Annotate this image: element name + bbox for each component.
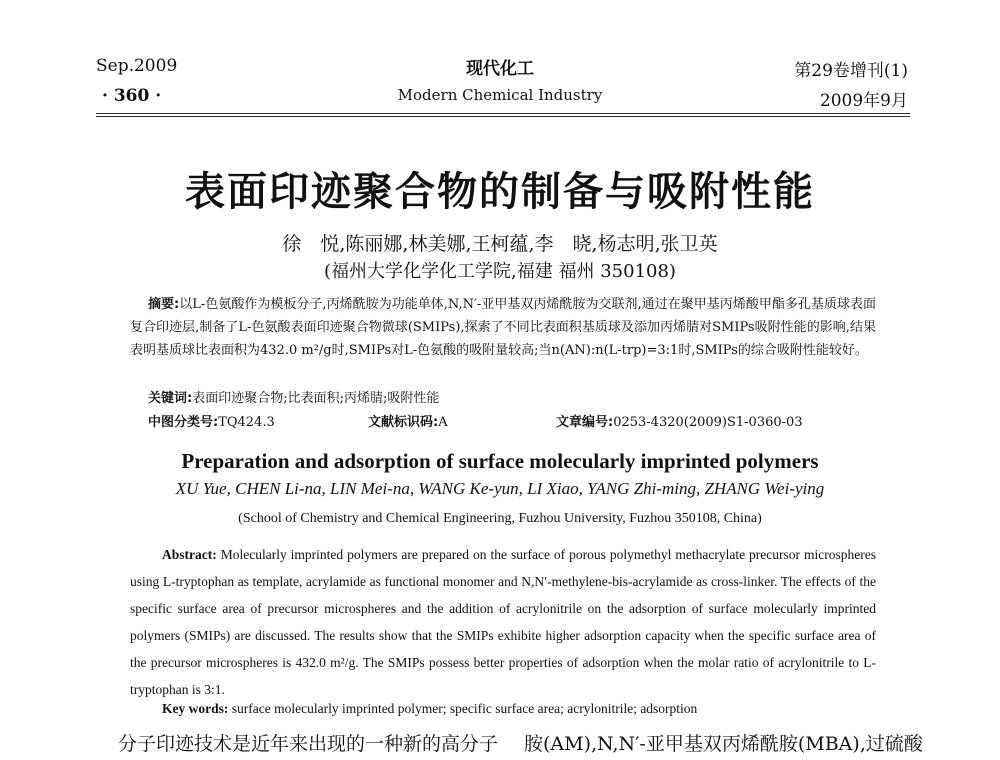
clc-value: TQ424.3 bbox=[218, 415, 275, 430]
authors-en: XU Yue, CHEN Li-na, LIN Mei-na, WANG Ke-yun, LI Xiao, YANG Zhi-ming, ZHANG Wei-ying bbox=[175, 479, 825, 498]
header-date-left: Sep.2009 bbox=[96, 56, 178, 76]
clc-label: 中图分类号: bbox=[148, 415, 219, 430]
keywords-en-label: Key words: bbox=[162, 701, 229, 716]
keywords-cn bbox=[148, 387, 439, 406]
authors-cn: 徐 悦,陈丽娜,林美娜,王柯蕴,李 晓,杨志明,张卫英 bbox=[282, 233, 718, 255]
paper-title-cn: 表面印迹聚合物的制备与吸附性能 bbox=[185, 169, 815, 215]
header-page-number: · 360 · bbox=[102, 86, 162, 106]
header-rule bbox=[96, 113, 910, 114]
abstract-en bbox=[130, 541, 876, 703]
article-number-value: 0253-4320(2009)S1-0360-03 bbox=[613, 415, 803, 430]
header-volume: 第29卷增刊(1) bbox=[794, 61, 908, 81]
keywords-cn-text: 表面印迹聚合物;比表面积;丙烯腈;吸附性能 bbox=[192, 391, 440, 406]
article-number-label: 文章编号: bbox=[556, 415, 614, 430]
doc-code-value: A bbox=[438, 415, 448, 430]
abstract-en-label: Abstract: bbox=[162, 547, 217, 562]
header-rule-double bbox=[96, 116, 910, 117]
keywords-en bbox=[162, 701, 697, 717]
header-journal-cn: 现代化工 bbox=[466, 59, 534, 79]
header-date-right: 2009年9月 bbox=[819, 91, 908, 111]
paper-title-en: Preparation and adsorption of surface molecularly imprinted polymers bbox=[181, 449, 819, 473]
keywords-cn-label: 关键词: bbox=[148, 391, 193, 406]
body-right-column: 胺(AM),N,N′-亚甲基双丙烯酰胺(MBA),过硫酸 bbox=[524, 733, 923, 755]
header-journal-en: Modern Chemical Industry bbox=[397, 86, 603, 104]
article-number bbox=[556, 411, 803, 430]
clc-number bbox=[148, 411, 275, 430]
abstract-cn bbox=[130, 293, 876, 362]
doc-code-label: 文献标识码: bbox=[368, 415, 439, 430]
document-code bbox=[368, 411, 448, 430]
abstract-cn-text: 以L-色氨酸作为模板分子,丙烯酰胺为功能单体,N,N′-亚甲基双丙烯酰胺为交联剂,通过在聚甲基丙烯酸甲酯多孔基质球表面复合印迹层,制备了L-色氨酸表面印迹聚合物微球(SMIPs),探索了不同比表面积基质球及添加丙烯腈对SMIPs吸附性能的影响,结果表明基质球比表面积为432.0 m²/g时,SMIPs对L-色氨酸的吸附量较高;当n(AN):n(L-trp)=3:1时,SMIPs的综合吸附性能较好。 bbox=[130, 297, 876, 358]
affiliation-en: (School of Chemistry and Chemical Engineering, Fuzhou University, Fuzhou 350108, China) bbox=[238, 511, 762, 526]
abstract-en-text: Molecularly imprinted polymers are prepared on the surface of porous polymethyl methacrylate precursor microspheres using L-tryptophan as template, acrylamide as functional monomer and N,N′-methylene-bis-acrylamide as cross-linker. The effects of the specific surface area of precursor microspheres and the addition of acrylonitrile on the adsorption of surface molecularly imprinted polymers (SMIPs) are discussed. The results show that the SMIPs exhibite higher adsorption capacity when the specific surface area of the precursor microspheres is 432.0 m²/g. The SMIPs possess better properties of adsorption when the molar ratio of acrylonitrile to L-tryptophan is 3:1. bbox=[130, 547, 876, 697]
abstract-cn-label: 摘要: bbox=[148, 297, 180, 312]
body-left-column: 分子印迹技术是近年来出现的一种新的高分子 bbox=[118, 733, 499, 755]
keywords-en-text: surface molecularly imprinted polymer; specific surface area; acrylonitrile; adsorption bbox=[231, 701, 698, 716]
affiliation-cn: (福州大学化学化工学院,福建 福州 350108) bbox=[324, 261, 676, 282]
